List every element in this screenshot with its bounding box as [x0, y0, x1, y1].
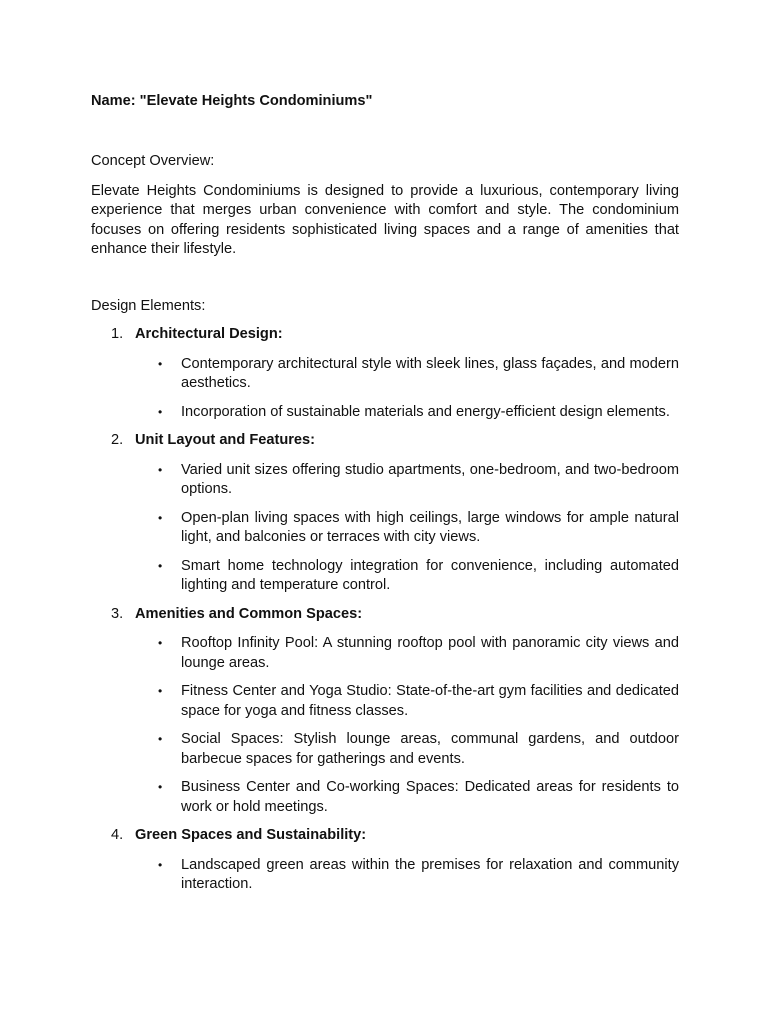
design-section: [91, 605, 679, 818]
section-items: [135, 634, 679, 817]
list-item: [135, 557, 679, 596]
list-item: [135, 509, 679, 548]
section-number: 1.: [111, 326, 124, 342]
list-item: [135, 461, 679, 500]
design-elements-list: [91, 325, 679, 895]
bullet-icon: •: [158, 780, 163, 794]
list-item-text: Fitness Center and Yoga Studio: State-of-the-art gym facilities and dedicated space for yoga and fitness classes.: [181, 683, 679, 719]
list-item-text: Rooftop Infinity Pool: A stunning rooftop pool with panoramic city views and lounge areas.: [181, 635, 679, 671]
list-item-text: Contemporary architectural style with sleek lines, glass façades, and modern aesthetics.: [181, 355, 679, 391]
document-page: [91, 92, 679, 904]
list-item: [135, 355, 679, 394]
list-item: [135, 856, 679, 895]
section-number: 4.: [111, 827, 124, 843]
list-item: [135, 730, 679, 769]
section-number: 2.: [111, 432, 124, 448]
list-item-text: Incorporation of sustainable materials and energy-efficient design elements.: [181, 403, 670, 420]
bullet-icon: •: [158, 356, 163, 371]
section-items: [135, 856, 679, 895]
section-title: Green Spaces and Sustainability:: [135, 827, 367, 843]
design-section: [91, 431, 679, 596]
list-item: [135, 778, 679, 817]
section-title: Unit Layout and Features:: [135, 432, 316, 448]
list-item-text: Smart home technology integration for convenience, including automated lighting and temperature control.: [181, 557, 679, 593]
section-title: Amenities and Common Spaces:: [135, 605, 363, 622]
bullet-icon: •: [158, 732, 163, 746]
design-elements-heading: Design Elements:: [91, 297, 206, 314]
bullet-icon: •: [158, 404, 163, 419]
bullet-icon: •: [158, 462, 163, 477]
document-title: Name: "Elevate Heights Condominiums": [91, 93, 373, 109]
bullet-icon: •: [158, 510, 163, 525]
list-item-text: Business Center and Co-working Spaces: Dedicated areas for residents to work or hold meetings.: [181, 779, 679, 815]
list-item-text: Open-plan living spaces with high ceilings, large windows for ample natural light, and balconies or terraces with city views.: [181, 509, 679, 545]
section-items: [135, 461, 679, 596]
list-item: [135, 634, 679, 673]
section-title: Architectural Design:: [135, 326, 283, 342]
list-item-text: Varied unit sizes offering studio apartments, one-bedroom, and two-bedroom options.: [181, 461, 679, 497]
design-section: [91, 826, 679, 895]
list-item: [135, 403, 679, 423]
section-number: 3.: [111, 605, 124, 622]
list-item: [135, 682, 679, 721]
design-section: [91, 325, 679, 422]
bullet-icon: •: [158, 684, 163, 698]
section-items: [135, 355, 679, 423]
concept-overview-paragraph: Elevate Heights Condominiums is designed to provide a luxurious, contemporary living experience that merges urban convenience with comfort and style. The condominium focuses on offering residents sophisticated living spaces and a range of amenities that enhance their lifestyle.: [91, 182, 679, 257]
list-item-text: Social Spaces: Stylish lounge areas, communal gardens, and outdoor barbecue spaces for gatherings and events.: [181, 731, 679, 767]
bullet-icon: •: [158, 636, 163, 650]
list-item-text: Landscaped green areas within the premises for relaxation and community interaction.: [181, 856, 679, 892]
concept-overview-heading: Concept Overview:: [91, 153, 215, 169]
bullet-icon: •: [158, 558, 163, 573]
bullet-icon: •: [158, 857, 163, 872]
